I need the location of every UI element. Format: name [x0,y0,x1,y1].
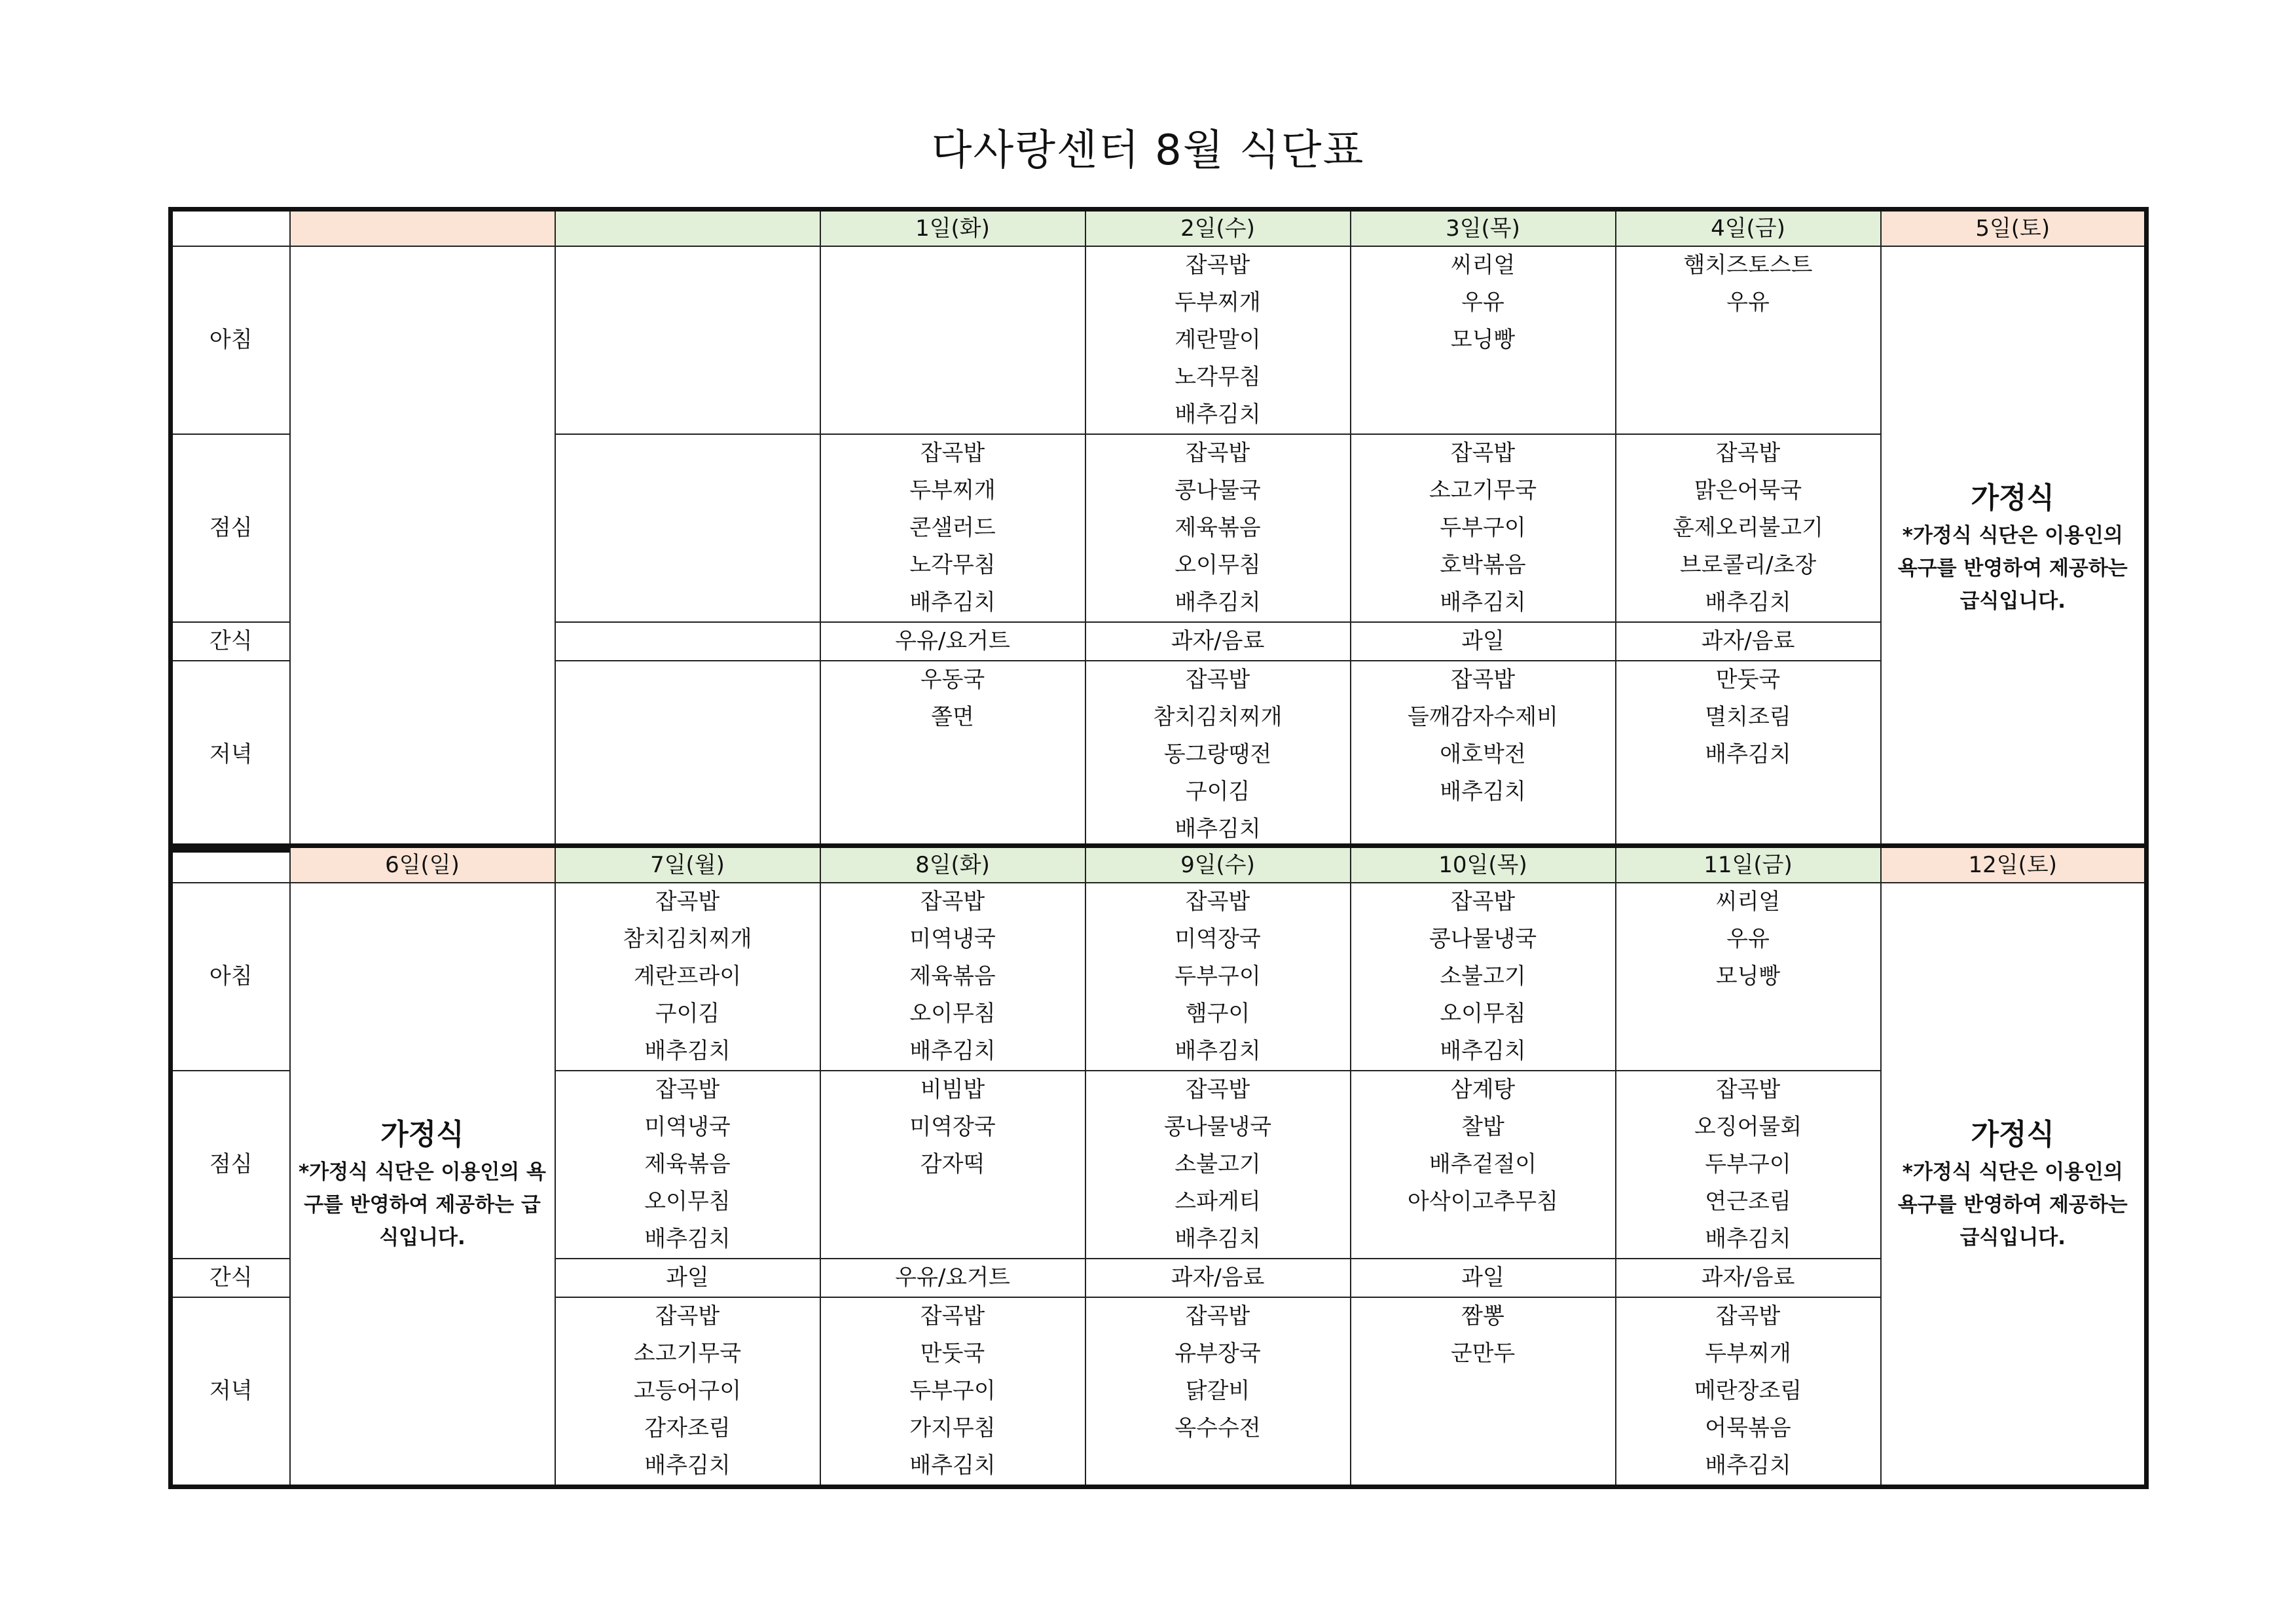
dish-item: 잡곡밥 [1185,1303,1250,1329]
date-header: 2일(수) [1085,210,1351,247]
dish-item: 제육볶음 [909,963,996,989]
lunch-menu [1351,1071,1616,1259]
dish-item: 멸치조림 [1705,704,1791,730]
date-header: 3일(목) [1351,210,1616,247]
dish-item: 잡곡밥 [1715,440,1781,466]
dish-item: 씨리얼 [1715,889,1781,915]
dish-item: 오징어물회 [1694,1114,1802,1140]
dish-item: 배추김치 [909,1038,996,1064]
dish-item: 소불고기 [1175,1151,1261,1177]
dish-item: 배추김치 [909,1452,996,1479]
dish-item: 브로콜리/초장 [1679,552,1817,578]
dish-item: 두부구이 [1175,963,1261,989]
snack-menu: 과자/음료 [1085,1259,1351,1297]
empty-day-cell [290,246,555,851]
dish-item: 미역장국 [1175,926,1261,952]
date-header-row [171,846,2147,883]
dish-item: 미역냉국 [644,1114,731,1140]
dish-item: 배추김치 [644,1226,731,1252]
dish-item: 잡곡밥 [920,1303,985,1329]
dish-item: 두부구이 [909,1378,996,1404]
lunch-menu [1616,434,1881,622]
dish-item: 구이김 [655,1001,720,1027]
dish-item: 옥수수전 [1175,1415,1261,1441]
dish-item: 잡곡밥 [1450,889,1516,915]
dish-item: 잡곡밥 [1715,1077,1781,1103]
dish-item: 미역냉국 [909,926,996,952]
dish-item: 감자떡 [920,1151,985,1177]
dish-item: 두부찌개 [1175,289,1261,316]
breakfast-row [171,246,2147,434]
dish-item: 아삭이고추무침 [1408,1189,1558,1215]
dish-item: 잡곡밥 [1450,440,1516,466]
dish-item: 노각무침 [909,552,996,578]
dish-item: 잡곡밥 [655,1077,720,1103]
dish-item: 콘샐러드 [909,515,996,541]
dish-item: 오이무침 [1440,1001,1526,1027]
dish-item: 참치김치찌개 [1153,704,1283,730]
dish-item: 감자조림 [644,1415,731,1441]
dish-item: 잡곡밥 [655,1303,720,1329]
breakfast-row [171,883,2147,1071]
dish-item: 잡곡밥 [920,889,985,915]
dish-item: 배추김치 [1440,589,1526,616]
week-1-menu-table [168,207,2149,853]
dinner-menu [1616,1297,1881,1487]
dish-item: 쫄면 [931,704,974,730]
dish-item: 잡곡밥 [1715,1303,1781,1329]
dish-item: 호박볶음 [1440,552,1526,578]
dish-item: 연근조림 [1705,1189,1791,1215]
dinner-menu [555,661,820,851]
date-header [555,210,820,247]
dish-item: 잡곡밥 [1450,667,1516,693]
dish-item: 유부장국 [1175,1340,1261,1367]
date-header: 10일(목) [1351,846,1616,883]
dish-item: 오이무침 [644,1189,731,1215]
dish-item: 콩나물국 [1175,477,1261,504]
dish-item: 오이무침 [909,1001,996,1027]
dish-item: 닭갈비 [1185,1378,1250,1404]
dish-item: 콩나물냉국 [1163,1114,1272,1140]
dinner-menu [1085,1297,1351,1487]
dish-item: 들깨감자수제비 [1408,704,1558,730]
dish-item: 찰밥 [1461,1114,1504,1140]
snack-menu: 과자/음료 [1085,622,1351,661]
meal-label-breakfast: 아침 [171,883,290,1071]
dish-item: 배추김치 [1175,589,1261,616]
lunch-menu [1351,434,1616,622]
dish-item: 제육볶음 [644,1151,731,1177]
dish-item: 콩나물냉국 [1429,926,1537,952]
lunch-menu [1085,434,1351,622]
lunch-menu [555,434,820,622]
lunch-menu [1085,1071,1351,1259]
dish-item: 만둣국 [920,1340,985,1367]
home-meal-cell [290,883,555,1487]
dish-item: 군만두 [1450,1340,1516,1367]
dish-item: 스파게티 [1175,1189,1261,1215]
lunch-menu [1616,1071,1881,1259]
meal-label-snack: 간식 [171,622,290,661]
dish-item: 잡곡밥 [920,440,985,466]
dish-item: 잡곡밥 [1185,1077,1250,1103]
snack-menu: 우유/요거트 [820,1259,1085,1297]
home-meal-note: *가정식 식단은 이용인의 욕구를 반영하여 제공하는 급식입니다. [299,1160,546,1249]
breakfast-menu [1616,246,1881,434]
week-2-menu-table [168,843,2149,1489]
dish-item: 잡곡밥 [1185,889,1250,915]
lunch-menu [555,1071,820,1259]
dish-item: 오이무침 [1175,552,1261,578]
dish-item: 훈제오리불고기 [1673,515,1823,541]
dish-item: 배추김치 [1440,779,1526,805]
dish-item: 노각무침 [1175,364,1261,390]
snack-menu [555,622,820,661]
breakfast-menu [1616,883,1881,1071]
snack-menu: 과일 [1351,622,1616,661]
dish-item: 두부구이 [1705,1151,1791,1177]
snack-menu: 과자/음료 [1616,622,1881,661]
date-header-row [171,210,2147,247]
home-meal-title: 가정식 [1971,1118,2054,1151]
dish-item: 소고기무국 [633,1340,742,1367]
dish-item: 모닝빵 [1450,327,1516,353]
dish-item: 배추김치 [644,1452,731,1479]
dish-item: 배추김치 [1175,1226,1261,1252]
dish-item: 두부찌개 [909,477,996,504]
dish-item: 햄구이 [1185,1001,1250,1027]
dish-item: 잡곡밥 [1185,252,1250,278]
dish-item: 미역장국 [909,1114,996,1140]
dish-item: 비빔밥 [920,1077,985,1103]
dish-item: 짬뽕 [1461,1303,1504,1329]
dish-item: 참치김치찌개 [623,926,752,952]
breakfast-menu [1351,883,1616,1071]
home-meal-cell [1881,246,2147,851]
dinner-menu [555,1297,820,1487]
meal-label-breakfast: 아침 [171,246,290,434]
breakfast-menu [555,883,820,1071]
dish-item: 배추김치 [1705,1226,1791,1252]
snack-menu: 과자/음료 [1616,1259,1881,1297]
dish-item: 소불고기 [1440,963,1526,989]
dish-item: 어묵볶음 [1705,1415,1791,1441]
snack-menu: 과일 [1351,1259,1616,1297]
meal-label-lunch: 점심 [171,1071,290,1259]
dish-item: 배추김치 [1440,1038,1526,1064]
breakfast-menu [820,246,1085,434]
date-header: 7일(월) [555,846,820,883]
home-meal-note: *가정식 식단은 이용인의 욕구를 반영하여 제공하는 급식입니다. [1897,1160,2128,1249]
dinner-menu [1085,661,1351,851]
dish-item: 두부찌개 [1705,1340,1791,1367]
dish-item: 계란말이 [1175,327,1261,353]
breakfast-menu [820,883,1085,1071]
dish-item: 배추김치 [1705,1452,1791,1479]
dish-item: 배추김치 [1705,741,1791,767]
date-header: 11일(금) [1616,846,1881,883]
date-header: 4일(금) [1616,210,1881,247]
home-meal-title: 가정식 [1971,481,2054,515]
dish-item: 배추김치 [1175,816,1261,842]
date-header [290,210,555,247]
breakfast-menu [1085,246,1351,434]
dish-item: 잡곡밥 [1185,440,1250,466]
dish-item: 잡곡밥 [1185,667,1250,693]
date-header: 6일(일) [290,846,555,883]
date-header: 5일(토) [1881,210,2147,247]
dinner-menu [820,661,1085,851]
page-title: 다사랑센터 8월 식단표 [931,126,1365,175]
dish-item: 소고기무국 [1429,477,1537,504]
dish-item: 삼계탕 [1450,1077,1516,1103]
dish-item: 모닝빵 [1715,963,1781,989]
dinner-menu [1351,1297,1616,1487]
dish-item: 씨리얼 [1450,252,1516,278]
meal-label-dinner: 저녁 [171,661,290,851]
breakfast-menu [555,246,820,434]
home-meal-title: 가정식 [380,1118,464,1151]
dish-item: 맑은어묵국 [1694,477,1802,504]
dish-item: 배추김치 [1175,1038,1261,1064]
dish-item: 고등어구이 [633,1378,742,1404]
corner-cell [171,210,290,247]
dinner-menu [1616,661,1881,851]
dish-item: 만둣국 [1715,667,1781,693]
dish-item: 우유 [1726,926,1770,952]
snack-menu: 우유/요거트 [820,622,1085,661]
dish-item: 우유 [1461,289,1504,316]
dish-item: 배추김치 [644,1038,731,1064]
snack-menu: 과일 [555,1259,820,1297]
dish-item: 잡곡밥 [655,889,720,915]
dish-item: 동그랑땡전 [1163,741,1272,767]
dish-item: 우유 [1726,289,1770,316]
lunch-menu [820,1071,1085,1259]
home-meal-cell [1881,883,2147,1487]
dish-item: 제육볶음 [1175,515,1261,541]
corner-cell [171,846,290,883]
dish-item: 햄치즈토스트 [1683,252,1813,278]
dish-item: 우동국 [920,667,985,693]
lunch-menu [820,434,1085,622]
dish-item: 배추김치 [909,589,996,616]
dinner-menu [820,1297,1085,1487]
dish-item: 배추김치 [1175,401,1261,428]
date-header: 1일(화) [820,210,1085,247]
dish-item: 배추겉절이 [1429,1151,1537,1177]
dish-item: 가지무침 [909,1415,996,1441]
meal-label-lunch: 점심 [171,434,290,622]
date-header: 8일(화) [820,846,1085,883]
meal-label-dinner: 저녁 [171,1297,290,1487]
dish-item: 메란장조림 [1694,1378,1802,1404]
breakfast-menu [1085,883,1351,1071]
date-header: 12일(토) [1881,846,2147,883]
dish-item: 배추김치 [1705,589,1791,616]
dish-item: 애호박전 [1440,741,1526,767]
meal-label-snack: 간식 [171,1259,290,1297]
home-meal-note: *가정식 식단은 이용인의 욕구를 반영하여 제공하는 급식입니다. [1897,524,2128,613]
dish-item: 두부구이 [1440,515,1526,541]
dish-item: 계란프라이 [633,963,742,989]
dish-item: 구이김 [1185,779,1250,805]
date-header: 9일(수) [1085,846,1351,883]
dinner-menu [1351,661,1616,851]
breakfast-menu [1351,246,1616,434]
